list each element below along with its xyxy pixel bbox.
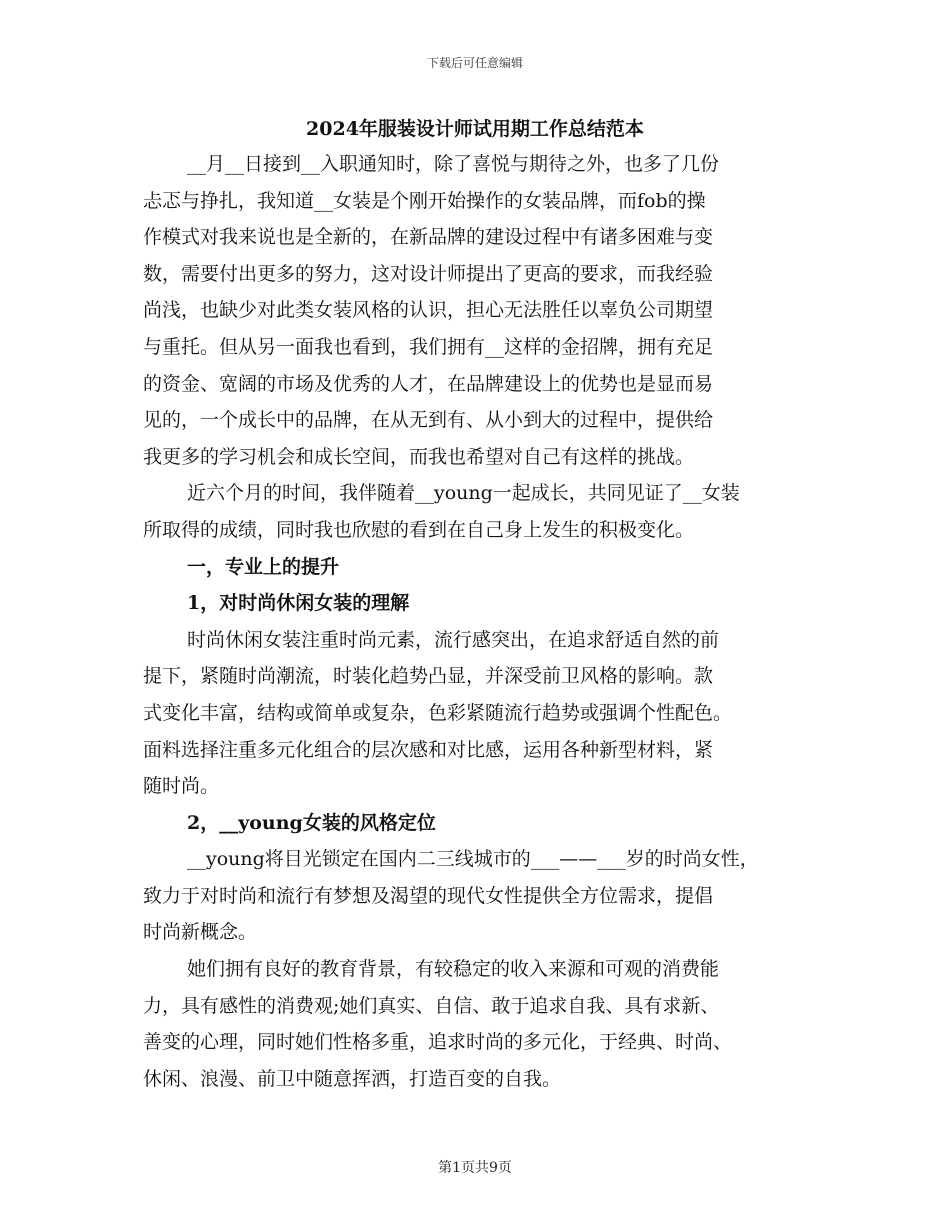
header-note: 下载后可任意编辑 (426, 56, 523, 70)
page-footer: 第1页共9页 (438, 1160, 512, 1176)
paragraph-line: 见的，一个成长中的品牌，在从无到有、从小到大的过程中，提供给 (143, 409, 714, 432)
paragraph-line: 面料选择注重多元化组合的层次感和对比感，运用各种新型材料，紧 (143, 738, 714, 761)
paragraph-line: 致力于对时尚和流行有梦想及渴望的现代女性提供全方位需求，提倡 (143, 884, 714, 907)
document-title: 2024年服装设计师试用期工作总结范本 (306, 118, 644, 140)
paragraph-line: 的资金、宽阔的市场及优秀的人才，在品牌建设上的优势也是显而易 (143, 372, 714, 395)
paragraph-line: 忐忑与挣扎，我知道__女装是个刚开始操作的女装品牌，而fob的操 (143, 189, 706, 212)
section-heading: 1，对时尚休闲女装的理解 (187, 592, 410, 615)
paragraph-line: 式变化丰富，结构或简单或复杂，色彩紧随流行趋势或强调个性配色。 (143, 701, 733, 724)
paragraph-line: 休闲、浪漫、前卫中随意挥洒，打造百变的自我。 (143, 1067, 562, 1090)
paragraph-line: 提下，紧随时尚潮流，时装化趋势凸显，并深受前卫风格的影响。款 (143, 665, 714, 688)
paragraph-line: 与重托。但从另一面我也看到，我们拥有__这样的金招牌，拥有充足 (143, 335, 714, 358)
paragraph-line: 数，需要付出更多的努力，这对设计师提出了更高的要求，而我经验 (143, 262, 714, 285)
paragraph-line: 时尚新概念。 (143, 921, 258, 944)
paragraph-line: 我更多的学习机会和成长空间，而我也希望对自己有这样的挑战。 (143, 445, 695, 468)
paragraph-line: 作模式对我来说也是全新的，在新品牌的建设过程中有诸多困难与变 (143, 226, 714, 249)
paragraph-line: 所取得的成绩，同时我也欣慰的看到在自己身上发生的积极变化。 (143, 518, 695, 541)
paragraph-line: __young将目光锁定在国内二三线城市的___——___岁的时尚女性， (187, 848, 759, 871)
paragraph-line: __月__日接到__入职通知时，除了喜悦与期待之外，也多了几份 (187, 153, 720, 175)
paragraph-line: 尚浅，也缺少对此类女装风格的认识，担心无法胜任以辜负公司期望 (143, 299, 714, 322)
paragraph-line: 随时尚。 (143, 775, 220, 798)
paragraph-line: 近六个月的时间，我伴随着__young一起成长，共同见证了__女装 (187, 482, 740, 505)
section-heading: 一，专业上的提升 (187, 555, 340, 578)
paragraph-line: 时尚休闲女装注重时尚元素，流行感突出，在追求舒适自然的前 (187, 628, 720, 651)
paragraph-line: 她们拥有良好的教育背景，有较稳定的收入来源和可观的消费能 (187, 958, 720, 981)
paragraph-line: 力，具有感性的消费观;她们真实、自信、敢于追求自我、具有求新、 (143, 994, 720, 1017)
section-heading: 2，__young女装的风格定位 (187, 811, 436, 834)
paragraph-line: 善变的心理，同时她们性格多重，追求时尚的多元化，于经典、时尚、 (143, 1031, 733, 1054)
document-body (143, 146, 843, 1097)
